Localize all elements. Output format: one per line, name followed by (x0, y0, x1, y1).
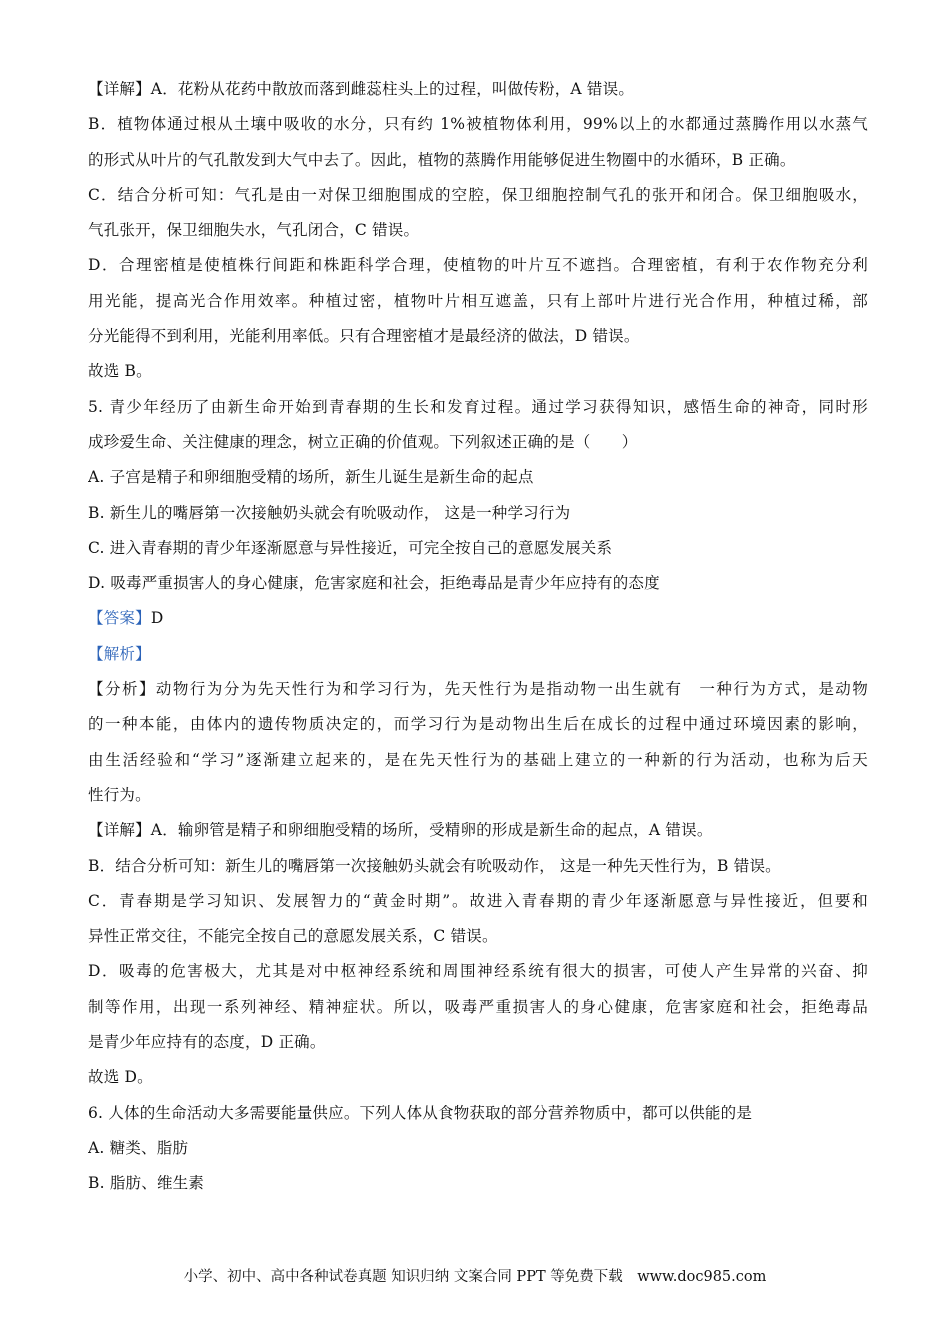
text-line: B. 脂肪、维生素 (88, 1174, 205, 1193)
text-line: 异性正常交往，不能完全按自己的意愿发展关系，C 错误。 (88, 927, 498, 946)
text-line: 是青少年应持有的态度，D 正确。 (88, 1033, 326, 1052)
text-line: D．合理密植是使植株行间距和株距科学合理，使植物的叶片互不遮挡。合理密植，有利于农作物充分利 (88, 256, 868, 275)
text-line: 故选 B。 (88, 362, 152, 381)
text-line: 气孔张开，保卫细胞失水，气孔闭合，C 错误。 (88, 221, 420, 240)
page-footer: 小学、初中、高中各种试卷真题 知识归纳 文案合同 PPT 等免费下载 www.doc985.com (183, 1269, 767, 1285)
text-line-rest: D (150, 609, 164, 628)
text-line: 【分析】动物行为分为先天性行为和学习行为，先天性行为是指动物一出生就有 一种行为方式，是动物 (88, 680, 868, 699)
text-line: 的形式从叶片的气孔散发到大气中去了。因此，植物的蒸腾作用能够促进生物圈中的水循环，B 正确。 (88, 150, 796, 169)
text-line: C．青春期是学习知识、发展智力的“黄金时期”。故进入青春期的青少年逐渐愿意与异性接近，但要和 (88, 891, 868, 910)
text-line: 6. 人体的生命活动大多需要能量供应。下列人体从食物获取的部分营养物质中，都可以供能的是 (88, 1103, 753, 1122)
text-line: D. 吸毒严重损害人的身心健康，危害家庭和社会，拒绝毒品是青少年应持有的态度 (88, 574, 660, 593)
text-line: C. 进入青春期的青少年逐渐愿意与异性接近，可完全按自己的意愿发展关系 (88, 538, 613, 557)
text-line: A. 子宫是精子和卵细胞受精的场所，新生儿诞生是新生命的起点 (88, 468, 534, 487)
text-line: 用光能，提高光合作用效率。种植过密，植物叶片相互遮盖，只有上部叶片进行光合作用，种植过稀，部 (88, 291, 868, 310)
section-tag: 【解析】 (88, 644, 151, 663)
text-line: 5. 青少年经历了由新生命开始到青春期的生长和发育过程。通过学习获得知识，感悟生命的神奇，同时形 (88, 397, 868, 416)
text-line: A. 糖类、脂肪 (88, 1138, 189, 1157)
text-line: 【详解】A．花粉从花药中散放而落到雌蕊柱头上的过程，叫做传粉，A 错误。 (88, 80, 635, 98)
text-line (88, 637, 868, 672)
text-line: 性行为。 (88, 785, 151, 804)
section-tag: 【答案】 (88, 609, 151, 628)
text-line: C．结合分析可知：气孔是由一对保卫细胞围成的空腔，保卫细胞控制气孔的张开和闭合。保卫细胞吸水， (88, 185, 868, 204)
text-line: 的一种本能，由体内的遗传物质决定的，而学习行为是动物出生后在成长的过程中通过环境因素的影响， (88, 715, 868, 734)
text-line (88, 601, 868, 636)
text-line: 【详解】A．输卵管是精子和卵细胞受精的场所，受精卵的形成是新生命的起点，A 错误。 (88, 821, 713, 840)
text-line: 故选 D。 (88, 1068, 153, 1087)
text-line: B．植物体通过根从土壤中吸收的水分，只有约 1%被植物体利用，99%以上的水都通过蒸腾作用以水蒸气 (88, 115, 868, 134)
text-line: 由生活经验和“学习”逐渐建立起来的，是在先天性行为的基础上建立的一种新的行为活动，也称为后天 (88, 750, 868, 769)
text-line: 成珍爱生命、关注健康的理念，树立正确的价值观。下列叙述正确的是（ ） (88, 432, 638, 451)
document-body (88, 72, 868, 1202)
text-line: 分光能得不到利用，光能利用率低。只有合理密植才是最经济的做法，D 错误。 (88, 327, 640, 346)
text-line: B. 新生儿的嘴唇第一次接触奶头就会有吮吸动作， 这是一种学习行为 (88, 503, 571, 522)
text-line: 制等作用，出现一系列神经、精神症状。所以，吸毒严重损害人的身心健康，危害家庭和社会，拒绝毒品 (88, 997, 868, 1016)
text-line: D．吸毒的危害极大，尤其是对中枢神经系统和周围神经系统有很大的损害，可使人产生异常的兴奋、抑 (88, 962, 868, 981)
text-line: B．结合分析可知：新生儿的嘴唇第一次接触奶头就会有吮吸动作， 这是一种先天性行为，B 错误。 (88, 856, 781, 875)
